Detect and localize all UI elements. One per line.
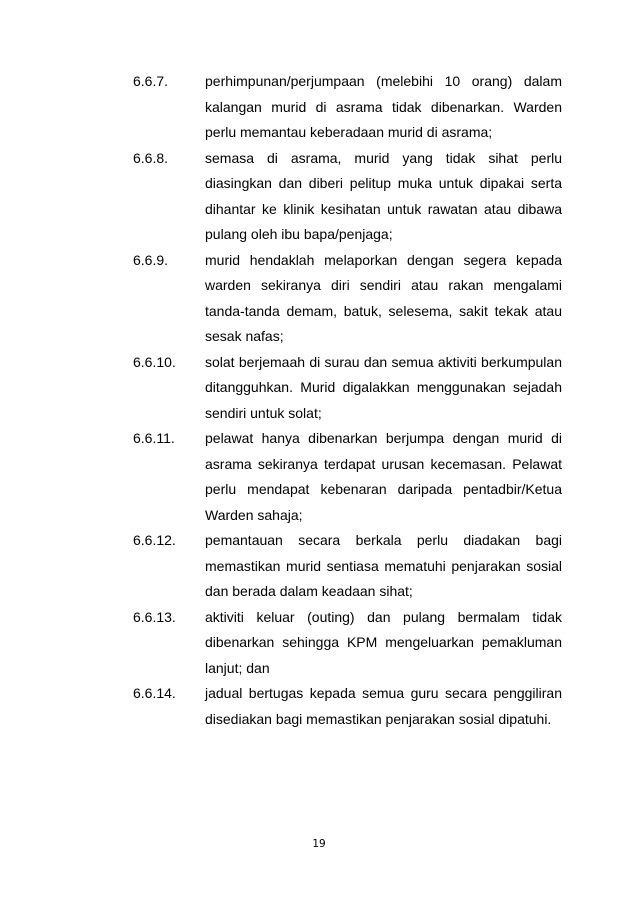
item-number: 6.6.12. [133,532,176,548]
item-text: murid hendaklah melaporkan dengan segera kepada warden sekiranya diri sendiri atau rakan mengalami tanda-tanda demam, batuk, selesema, sakit tekak atau sesak nafas; [205,251,562,344]
item-number: 6.6.10. [133,353,176,370]
item-text: perhimpunan/perjumpaan (melebihi 10 orang) dalam kalangan murid di asrama tidak dibenarkan. Warden perlu memantau keberadaan murid di asrama; [205,73,562,140]
list-item [133,69,561,146]
item-number: 6.6.14. [133,685,176,701]
list-item [133,681,561,732]
page-number: 19 [312,838,326,850]
list-item [133,350,561,427]
list-item [133,605,561,682]
list-item [133,146,561,248]
item-text: pelawat hanya dibenarkan berjumpa dengan murid di asrama sekiranya terdapat urusan kecemasan. Pelawat perlu mendapat kebenaran daripada pentadbir/Ketua Warden sahaja; [205,430,562,523]
item-text: semasa di asrama, murid yang tidak sihat perlu diasingkan dan diberi pelitup muka untuk dipakai serta dihantar ke klinik kesihatan untuk rawatan atau dibawa pulang oleh ibu bapa/penjaga; [205,149,562,242]
item-number: 6.6.11. [133,430,175,446]
list-item [133,528,561,605]
numbered-list [133,69,561,732]
item-text: aktiviti keluar (outing) dan pulang bermalam tidak dibenarkan sehingga KPM mengeluarkan pemakluman lanjut; dan [205,608,562,676]
item-text: jadual bertugas kepada semua guru secara penggiliran disediakan bagi memastikan penjarakan sosial dipatuhi. [205,685,562,727]
item-number: 6.6.9. [133,251,169,268]
item-text: solat berjemaah di surau dan semua aktiviti berkumpulan ditangguhkan. Murid digalakkan menggunakan sejadah sendiri untuk solat; [205,353,562,421]
item-text: pemantauan secara berkala perlu diadakan bagi memastikan murid sentiasa mematuhi penjarakan sosial dan berada dalam keadaan sihat; [205,532,562,599]
item-number: 6.6.7. [133,73,169,89]
item-number: 6.6.13. [133,608,176,625]
item-number: 6.6.8. [133,149,169,166]
list-item [133,426,561,528]
list-item [133,248,561,350]
